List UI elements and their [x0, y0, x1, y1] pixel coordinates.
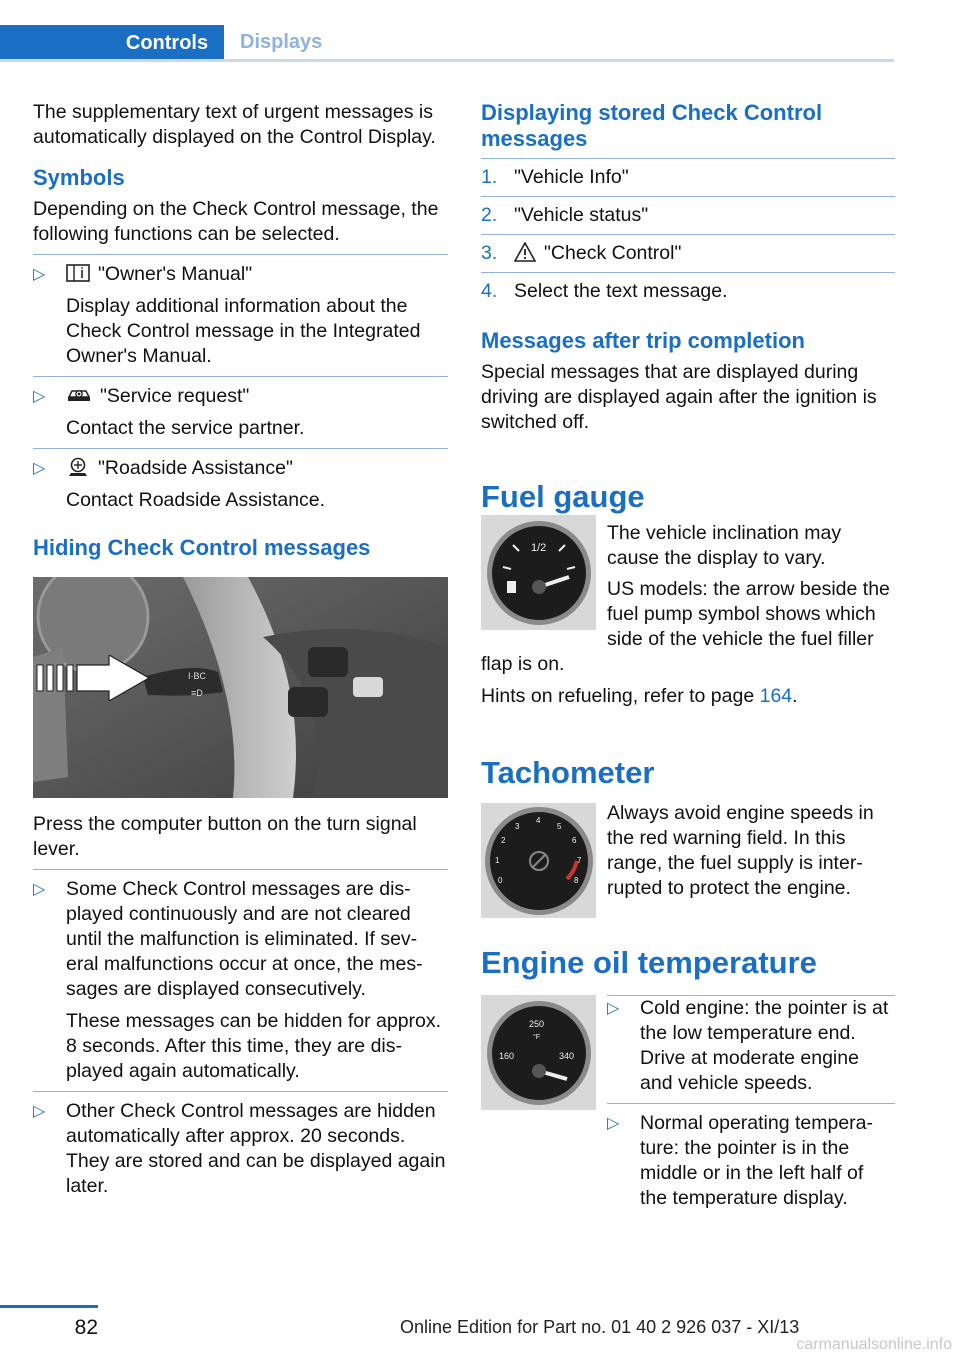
step-text: "Vehicle Info" — [514, 166, 629, 188]
svg-text:6: 6 — [572, 836, 577, 845]
symbol-item-service-request — [33, 384, 448, 441]
triangle-bullet-icon: ▷ — [33, 388, 46, 405]
step-text: Select the text message. — [514, 280, 728, 302]
watermark: carmanualsonline.info — [796, 1336, 952, 1353]
footer-rule — [0, 1305, 98, 1308]
symbol-label: "Roadside Assistance" — [98, 457, 293, 479]
triangle-bullet-icon: ▷ — [33, 881, 46, 898]
svg-text:°F: °F — [533, 1034, 541, 1041]
triangle-bullet-icon: ▷ — [607, 1000, 620, 1017]
triangle-bullet-icon: ▷ — [33, 266, 46, 283]
step-item: 2. "Vehicle status" — [481, 203, 895, 228]
svg-text:1: 1 — [495, 856, 500, 865]
step-item: 4. Select the text message. — [481, 279, 895, 304]
fuel-gauge-heading: Fuel gauge — [481, 479, 645, 514]
step-text: "Check Control" — [544, 242, 682, 264]
symbols-text: Depending on the Check Control message, the following functions can be selected. — [33, 198, 439, 245]
oil-item-text: Normal operating tempera- ture: the pointer is in the middle or in the left half of the temperature display. — [640, 1112, 874, 1209]
service-car-icon — [66, 385, 92, 405]
tachometer-image — [481, 803, 596, 918]
trip-text: Special messages that are displayed during driving are displayed again after the ignition is switched off. — [481, 361, 877, 433]
tachometer-heading: Tachometer — [481, 755, 655, 790]
hiding-heading: Hiding Check Control messages — [33, 535, 371, 560]
tab-controls[interactable]: Controls — [0, 25, 224, 62]
symbol-desc: Contact the service partner. — [66, 417, 305, 439]
symbol-item-owners-manual — [33, 262, 448, 369]
page-header — [0, 0, 894, 62]
tachometer-text: Always avoid engine speeds in the red warning field. In this range, the fuel supply is inter- rupted to protect the engine. — [607, 802, 874, 899]
page-number: 82 — [74, 1316, 98, 1339]
svg-text:2: 2 — [501, 836, 506, 845]
right-column — [481, 100, 895, 1211]
press-text: Press the computer button on the turn signal lever. — [33, 813, 417, 860]
svg-text:4: 4 — [536, 816, 541, 825]
fuel-text: flap is on. — [481, 653, 565, 675]
svg-text:1/2: 1/2 — [531, 542, 547, 554]
stored-heading: Displaying stored Check Control messages — [481, 100, 823, 151]
step-item: 1. "Vehicle Info" — [481, 165, 895, 190]
tab-displays[interactable]: Displays — [240, 30, 323, 53]
symbols-heading: Symbols — [33, 165, 125, 190]
symbol-label: "Owner's Manual" — [98, 263, 253, 285]
svg-text:250: 250 — [529, 1019, 545, 1029]
hide-item-text: Other Check Control messages are hidden automatically after approx. 20 seconds. They are stored and can be displayed again later. — [66, 1100, 446, 1197]
symbol-item-roadside-assistance — [33, 456, 448, 513]
symbol-desc: Contact Roadside Assistance. — [66, 489, 326, 511]
warning-triangle-icon — [514, 242, 536, 262]
turn-signal-lever-photo — [33, 577, 448, 798]
svg-text:8: 8 — [574, 876, 579, 885]
svg-text:7: 7 — [577, 856, 582, 865]
edition-text: Online Edition for Part no. 01 40 2 926 037 - XI/13 — [400, 1317, 800, 1337]
svg-text:340: 340 — [559, 1051, 575, 1061]
oil-item-text: Cold engine: the pointer is at the low temperature end. Drive at moderate engine and vehicle speeds. — [640, 997, 889, 1094]
oil-temperature-gauge-image — [481, 995, 596, 1110]
hide-item — [33, 1099, 448, 1199]
oil-item — [607, 996, 895, 1096]
fuel-gauge-image — [481, 515, 596, 630]
triangle-bullet-icon: ▷ — [33, 460, 46, 477]
left-column — [33, 100, 448, 1199]
book-icon — [66, 263, 90, 283]
svg-text:I·BC: I·BC — [188, 671, 206, 681]
oil-item — [607, 1111, 895, 1211]
hide-item-text: These messages can be hidden for approx. 8 seconds. After this time, they are dis- played again automatically. — [66, 1010, 442, 1082]
fuel-text: The vehicle inclination may cause the display to vary. — [607, 522, 842, 569]
page-link[interactable]: 164 — [759, 685, 793, 707]
roadside-assistance-icon — [66, 457, 90, 477]
fuel-hint: Hints on refueling, refer to page 164. — [481, 685, 798, 707]
fuel-text: US models: the arrow beside the fuel pump symbol shows which side of the vehicle the fuel filler — [607, 578, 890, 650]
hide-item — [33, 877, 448, 1084]
symbol-desc: Display additional information about the Check Control message in the Integrated Owner's Manual. — [66, 295, 421, 367]
svg-text:≡D: ≡D — [191, 688, 203, 698]
triangle-bullet-icon: ▷ — [33, 1103, 46, 1120]
svg-text:5: 5 — [557, 822, 562, 831]
arrow-indicator-icon — [33, 655, 153, 701]
oil-temperature-heading: Engine oil temperature — [481, 945, 817, 980]
svg-text:3: 3 — [515, 822, 520, 831]
hide-item-text: Some Check Control messages are dis- played continuously and are not cleared until the malfunction is eliminated. If sev- eral malfunctions occur at once, the mes- sages are displayed consecutively. — [66, 878, 423, 1000]
triangle-bullet-icon: ▷ — [607, 1115, 620, 1132]
header-rule — [0, 59, 894, 62]
trip-heading: Messages after trip completion — [481, 328, 805, 353]
svg-text:160: 160 — [499, 1051, 515, 1061]
symbol-label: "Service request" — [100, 385, 250, 407]
intro-text: The supplementary text of urgent messages is automatically displayed on the Control Display. — [33, 101, 436, 148]
step-item: 3. "Check Control" — [481, 242, 682, 264]
step-text: "Vehicle status" — [514, 204, 649, 226]
svg-text:0: 0 — [498, 876, 503, 885]
